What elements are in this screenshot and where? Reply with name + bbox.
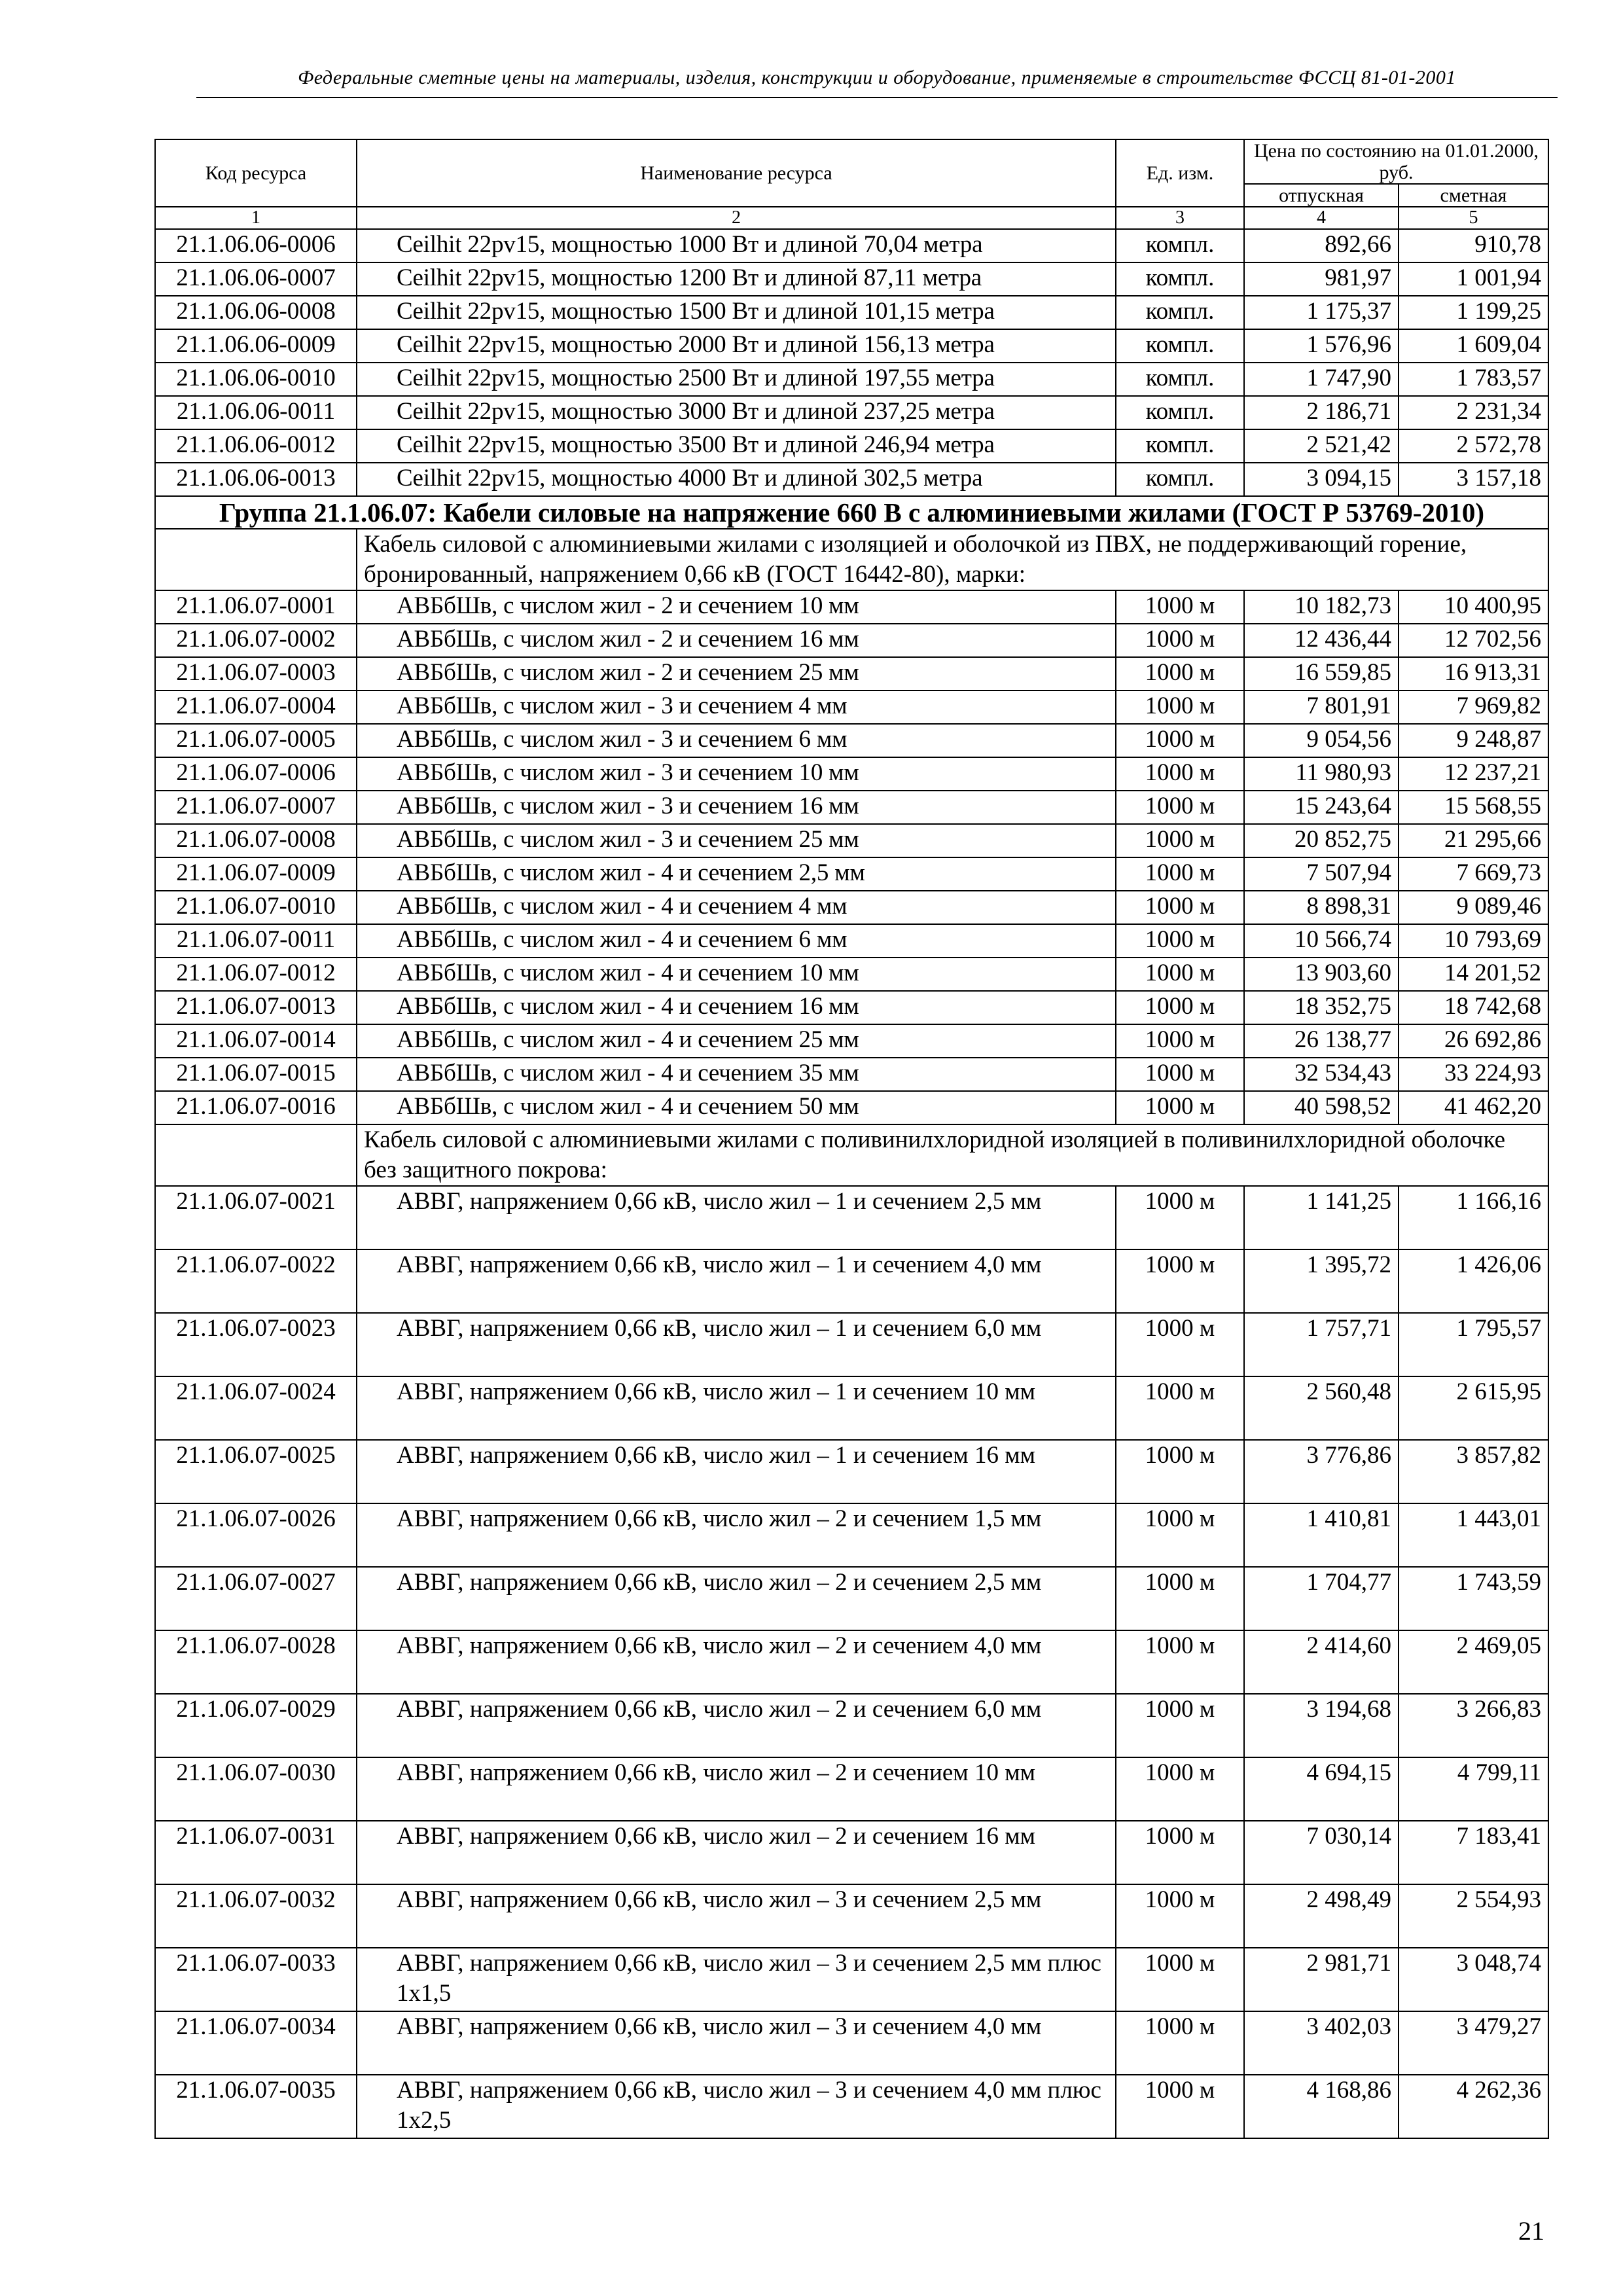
resource-name <box>357 958 1116 991</box>
table-row <box>155 1821 1548 1884</box>
resource-name <box>357 724 1116 757</box>
resource-name <box>357 1694 1116 1757</box>
header-rule <box>196 97 1558 98</box>
resource-code: 21.1.06.06-0009 <box>155 329 357 363</box>
unit: 1000 м <box>1116 691 1244 724</box>
table-row <box>155 891 1548 924</box>
table-row <box>155 1567 1548 1630</box>
resource-name-text: АВБбШв, с числом жил - 2 и сечением 10 мм <box>397 592 859 619</box>
resource-code: 21.1.06.07-0025 <box>155 1440 357 1503</box>
table-row <box>155 657 1548 691</box>
table-row <box>155 1186 1548 1249</box>
resource-code: 21.1.06.06-0006 <box>155 229 357 262</box>
estimate-price: 12 702,56 <box>1399 624 1548 657</box>
resource-code: 21.1.06.07-0003 <box>155 657 357 691</box>
resource-name-text: АВБбШв, с числом жил - 3 и сечением 16 мм <box>397 793 859 819</box>
resource-name <box>357 657 1116 691</box>
resource-name <box>357 624 1116 657</box>
resource-name <box>357 891 1116 924</box>
unit: компл. <box>1116 429 1244 463</box>
resource-code: 21.1.06.06-0007 <box>155 262 357 296</box>
estimate-price: 3 048,74 <box>1399 1948 1548 2011</box>
release-price: 2 414,60 <box>1244 1630 1399 1694</box>
table-row <box>155 791 1548 824</box>
group-section <box>155 496 1548 590</box>
resource-name <box>357 1567 1116 1630</box>
estimate-price: 2 469,05 <box>1399 1630 1548 1694</box>
unit: 1000 м <box>1116 1058 1244 1091</box>
resource-name <box>357 824 1116 857</box>
unit: 1000 м <box>1116 624 1244 657</box>
unit: компл. <box>1116 296 1244 329</box>
resource-name-text: АВВГ, напряжением 0,66 кВ, число жил – 2 и сечением 4,0 мм <box>397 1632 1042 1659</box>
price-table <box>154 139 1549 2139</box>
table-row <box>155 958 1548 991</box>
resource-name-text: АВБбШв, с числом жил - 2 и сечением 16 мм <box>397 626 859 653</box>
estimate-price: 7 969,82 <box>1399 691 1548 724</box>
resource-name <box>357 1503 1116 1567</box>
resource-name: Ceilhit 22pv15, мощностью 2000 Вт и длиной 156,13 метра <box>357 329 1116 363</box>
release-price: 1 576,96 <box>1244 329 1399 363</box>
release-price: 15 243,64 <box>1244 791 1399 824</box>
table-row <box>155 1313 1548 1376</box>
resource-name <box>357 2075 1116 2138</box>
unit: 1000 м <box>1116 1821 1244 1884</box>
unit: 1000 м <box>1116 1948 1244 2011</box>
estimate-price: 9 248,87 <box>1399 724 1548 757</box>
table-row <box>155 463 1548 496</box>
resource-name-text: АВВГ, напряжением 0,66 кВ, число жил – 3 и сечением 4,0 мм <box>397 2013 1042 2040</box>
release-price: 13 903,60 <box>1244 958 1399 991</box>
unit: 1000 м <box>1116 891 1244 924</box>
resource-name-text: АВБбШв, с числом жил - 2 и сечением 25 мм <box>397 659 859 686</box>
table-row <box>155 1884 1548 1948</box>
resource-name <box>357 1757 1116 1821</box>
resource-name <box>357 1884 1116 1948</box>
resource-name-text: АВБбШв, с числом жил - 3 и сечением 10 мм <box>397 759 859 786</box>
resource-code: 21.1.06.07-0004 <box>155 691 357 724</box>
header-estimate-price: сметная <box>1399 184 1548 207</box>
resource-name-text: АВВГ, напряжением 0,66 кВ, число жил – 2 и сечением 16 мм <box>397 1823 1036 1850</box>
estimate-price: 1 609,04 <box>1399 329 1548 363</box>
resource-name <box>357 1024 1116 1058</box>
header-code: Код ресурса <box>155 139 357 207</box>
resource-name <box>357 1249 1116 1313</box>
unit: компл. <box>1116 229 1244 262</box>
unit: компл. <box>1116 363 1244 396</box>
release-price: 18 352,75 <box>1244 991 1399 1024</box>
table-row <box>155 1757 1548 1821</box>
resource-name: Ceilhit 22pv15, мощностью 3500 Вт и длиной 246,94 метра <box>357 429 1116 463</box>
table-body-ceilhit <box>155 229 1548 496</box>
estimate-price: 1 443,01 <box>1399 1503 1548 1567</box>
resource-code: 21.1.06.07-0035 <box>155 2075 357 2138</box>
resource-code: 21.1.06.07-0011 <box>155 924 357 958</box>
column-number: 3 <box>1116 207 1244 229</box>
resource-name <box>357 1948 1116 2011</box>
release-price: 40 598,52 <box>1244 1091 1399 1124</box>
release-price: 26 138,77 <box>1244 1024 1399 1058</box>
unit: 1000 м <box>1116 791 1244 824</box>
estimate-price: 1 795,57 <box>1399 1313 1548 1376</box>
release-price: 1 747,90 <box>1244 363 1399 396</box>
table-row <box>155 624 1548 657</box>
unit: 1000 м <box>1116 2075 1244 2138</box>
unit: компл. <box>1116 396 1244 429</box>
resource-name-text: АВБбШв, с числом жил - 4 и сечением 35 мм <box>397 1060 859 1086</box>
unit: 1000 м <box>1116 657 1244 691</box>
estimate-price: 3 266,83 <box>1399 1694 1548 1757</box>
estimate-price: 9 089,46 <box>1399 891 1548 924</box>
running-head: Федеральные сметные цены на материалы, изделия, конструкции и оборудование, применяемые в строительстве ФССЦ 81-01-2001 <box>298 67 1456 88</box>
release-price: 2 981,71 <box>1244 1948 1399 2011</box>
release-price: 7 030,14 <box>1244 1821 1399 1884</box>
resource-name: Ceilhit 22pv15, мощностью 2500 Вт и длиной 197,55 метра <box>357 363 1116 396</box>
resource-code: 21.1.06.07-0031 <box>155 1821 357 1884</box>
column-number: 1 <box>155 207 357 229</box>
resource-name-text: АВБбШв, с числом жил - 4 и сечением 50 мм <box>397 1093 859 1120</box>
resource-name: Ceilhit 22pv15, мощностью 1000 Вт и длиной 70,04 метра <box>357 229 1116 262</box>
resource-name <box>357 1313 1116 1376</box>
resource-name: Ceilhit 22pv15, мощностью 3000 Вт и длиной 237,25 метра <box>357 396 1116 429</box>
unit: 1000 м <box>1116 1091 1244 1124</box>
estimate-price: 2 231,34 <box>1399 396 1548 429</box>
release-price: 892,66 <box>1244 229 1399 262</box>
table-row <box>155 329 1548 363</box>
resource-name-text: АВВГ, напряжением 0,66 кВ, число жил – 1 и сечением 6,0 мм <box>397 1315 1042 1342</box>
release-price: 1 395,72 <box>1244 1249 1399 1313</box>
table-row <box>155 857 1548 891</box>
estimate-price: 4 262,36 <box>1399 2075 1548 2138</box>
resource-name: Ceilhit 22pv15, мощностью 1500 Вт и длиной 101,15 метра <box>357 296 1116 329</box>
release-price: 9 054,56 <box>1244 724 1399 757</box>
resource-name-text: АВБбШв, с числом жил - 4 и сечением 10 мм <box>397 960 859 986</box>
estimate-price: 33 224,93 <box>1399 1058 1548 1091</box>
unit: 1000 м <box>1116 1757 1244 1821</box>
resource-code: 21.1.06.07-0029 <box>155 1694 357 1757</box>
table-row <box>155 1091 1548 1124</box>
estimate-price: 1 743,59 <box>1399 1567 1548 1630</box>
release-price: 1 757,71 <box>1244 1313 1399 1376</box>
resource-code: 21.1.06.07-0012 <box>155 958 357 991</box>
column-number: 2 <box>357 207 1116 229</box>
resource-name-text: АВБбШв, с числом жил - 4 и сечением 6 мм <box>397 926 847 953</box>
estimate-price: 1 783,57 <box>1399 363 1548 396</box>
resource-name-text: АВВГ, напряжением 0,66 кВ, число жил – 3 и сечением 4,0 мм <box>397 2077 1042 2104</box>
resource-name-text: АВВГ, напряжением 0,66 кВ, число жил – 1 и сечением 2,5 мм <box>397 1188 1042 1215</box>
unit: 1000 м <box>1116 924 1244 958</box>
resource-name <box>357 1058 1116 1091</box>
subsection <box>155 1124 1548 1186</box>
estimate-price: 1 426,06 <box>1399 1249 1548 1313</box>
resource-code: 21.1.06.07-0009 <box>155 857 357 891</box>
table-row <box>155 363 1548 396</box>
unit: компл. <box>1116 262 1244 296</box>
release-price: 10 182,73 <box>1244 590 1399 624</box>
table-row <box>155 1694 1548 1757</box>
column-number: 4 <box>1244 207 1399 229</box>
resource-name <box>357 924 1116 958</box>
release-price: 1 410,81 <box>1244 1503 1399 1567</box>
estimate-price: 2 554,93 <box>1399 1884 1548 1948</box>
unit: 1000 м <box>1116 1186 1244 1249</box>
resource-name: Ceilhit 22pv15, мощностью 1200 Вт и длиной 87,11 метра <box>357 262 1116 296</box>
unit: 1000 м <box>1116 1024 1244 1058</box>
resource-name <box>357 991 1116 1024</box>
release-price: 2 521,42 <box>1244 429 1399 463</box>
unit: 1000 м <box>1116 824 1244 857</box>
table-row <box>155 229 1548 262</box>
estimate-price: 10 400,95 <box>1399 590 1548 624</box>
resource-code: 21.1.06.07-0016 <box>155 1091 357 1124</box>
unit: 1000 м <box>1116 2011 1244 2075</box>
unit: 1000 м <box>1116 757 1244 791</box>
release-price: 2 498,49 <box>1244 1884 1399 1948</box>
resource-code: 21.1.06.07-0027 <box>155 1567 357 1630</box>
resource-name-suffix: плюс 1х2,5 <box>397 2077 1101 2134</box>
resource-name-text: АВВГ, напряжением 0,66 кВ, число жил – 2 и сечением 10 мм <box>397 1759 1036 1786</box>
table-row <box>155 724 1548 757</box>
resource-code: 21.1.06.07-0028 <box>155 1630 357 1694</box>
resource-name-text: АВВГ, напряжением 0,66 кВ, число жил – 1 и сечением 10 мм <box>397 1378 1036 1405</box>
unit: 1000 м <box>1116 1503 1244 1567</box>
resource-name <box>357 1091 1116 1124</box>
release-price: 1 175,37 <box>1244 296 1399 329</box>
estimate-price: 3 857,82 <box>1399 1440 1548 1503</box>
column-number: 5 <box>1399 207 1548 229</box>
release-price: 11 980,93 <box>1244 757 1399 791</box>
table-body-avvg <box>155 1186 1548 2138</box>
resource-name-text: АВБбШв, с числом жил - 3 и сечением 6 мм <box>397 726 847 753</box>
estimate-price: 2 572,78 <box>1399 429 1548 463</box>
group-title: Группа 21.1.06.07: Кабели силовые на напряжение 660 В с алюминиевыми жилами (ГОСТ Р 53769-2010) <box>155 496 1548 529</box>
table-row <box>155 296 1548 329</box>
resource-code: 21.1.06.07-0001 <box>155 590 357 624</box>
resource-name-text: АВВГ, напряжением 0,66 кВ, число жил – 3 и сечением 2,5 мм <box>397 1950 1042 1977</box>
table-row <box>155 824 1548 857</box>
table-row <box>155 590 1548 624</box>
estimate-price: 7 669,73 <box>1399 857 1548 891</box>
table-row <box>155 1024 1548 1058</box>
unit: 1000 м <box>1116 1694 1244 1757</box>
resource-name <box>357 2011 1116 2075</box>
empty-cell <box>155 1124 357 1186</box>
table-row <box>155 1440 1548 1503</box>
resource-name-text: АВБбШв, с числом жил - 3 и сечением 25 мм <box>397 826 859 853</box>
resource-code: 21.1.06.07-0013 <box>155 991 357 1024</box>
release-price: 3 094,15 <box>1244 463 1399 496</box>
table-row <box>155 1948 1548 2011</box>
resource-code: 21.1.06.07-0032 <box>155 1884 357 1948</box>
release-price: 8 898,31 <box>1244 891 1399 924</box>
table-row <box>155 2075 1548 2138</box>
release-price: 3 194,68 <box>1244 1694 1399 1757</box>
table-row <box>155 1376 1548 1440</box>
release-price: 3 776,86 <box>1244 1440 1399 1503</box>
estimate-price: 1 001,94 <box>1399 262 1548 296</box>
page-number: 21 <box>1518 2216 1544 2246</box>
unit: 1000 м <box>1116 1376 1244 1440</box>
estimate-price: 15 568,55 <box>1399 791 1548 824</box>
estimate-price: 12 237,21 <box>1399 757 1548 791</box>
resource-name <box>357 1821 1116 1884</box>
resource-code: 21.1.06.07-0033 <box>155 1948 357 2011</box>
table-row <box>155 1503 1548 1567</box>
unit: 1000 м <box>1116 1440 1244 1503</box>
release-price: 981,97 <box>1244 262 1399 296</box>
table-row <box>155 1249 1548 1313</box>
resource-code: 21.1.06.07-0024 <box>155 1376 357 1440</box>
resource-name-text: АВБбШв, с числом жил - 3 и сечением 4 мм <box>397 692 847 719</box>
resource-name-text: АВБбШв, с числом жил - 4 и сечением 4 мм <box>397 893 847 920</box>
resource-name <box>357 590 1116 624</box>
resource-name <box>357 1186 1116 1249</box>
resource-code: 21.1.06.07-0030 <box>155 1757 357 1821</box>
unit: компл. <box>1116 329 1244 363</box>
resource-code: 21.1.06.07-0021 <box>155 1186 357 1249</box>
resource-code: 21.1.06.07-0006 <box>155 757 357 791</box>
unit: компл. <box>1116 463 1244 496</box>
resource-name-text: АВВГ, напряжением 0,66 кВ, число жил – 1 и сечением 16 мм <box>397 1442 1036 1469</box>
estimate-price: 1 199,25 <box>1399 296 1548 329</box>
resource-code: 21.1.06.07-0022 <box>155 1249 357 1313</box>
release-price: 12 436,44 <box>1244 624 1399 657</box>
unit: 1000 м <box>1116 991 1244 1024</box>
resource-code: 21.1.06.06-0008 <box>155 296 357 329</box>
resource-code: 21.1.06.07-0008 <box>155 824 357 857</box>
table-row <box>155 757 1548 791</box>
estimate-price: 910,78 <box>1399 229 1548 262</box>
table-row <box>155 1058 1548 1091</box>
resource-name-text: АВВГ, напряжением 0,66 кВ, число жил – 2 и сечением 1,5 мм <box>397 1505 1042 1532</box>
resource-code: 21.1.06.06-0012 <box>155 429 357 463</box>
resource-name <box>357 691 1116 724</box>
table-row <box>155 691 1548 724</box>
resource-code: 21.1.06.07-0010 <box>155 891 357 924</box>
resource-name-text: АВБбШв, с числом жил - 4 и сечением 2,5 мм <box>397 859 865 886</box>
resource-name-text: АВВГ, напряжением 0,66 кВ, число жил – 2 и сечением 6,0 мм <box>397 1696 1042 1723</box>
resource-name <box>357 1376 1116 1440</box>
estimate-price: 7 183,41 <box>1399 1821 1548 1884</box>
resource-name <box>357 757 1116 791</box>
estimate-price: 3 157,18 <box>1399 463 1548 496</box>
resource-name <box>357 857 1116 891</box>
resource-code: 21.1.06.07-0014 <box>155 1024 357 1058</box>
estimate-price: 26 692,86 <box>1399 1024 1548 1058</box>
resource-code: 21.1.06.06-0010 <box>155 363 357 396</box>
header-unit: Ед. изм. <box>1116 139 1244 207</box>
estimate-price: 3 479,27 <box>1399 2011 1548 2075</box>
resource-code: 21.1.06.07-0015 <box>155 1058 357 1091</box>
resource-name-text: АВВГ, напряжением 0,66 кВ, число жил – 2 и сечением 2,5 мм <box>397 1569 1042 1596</box>
resource-name-text: АВВГ, напряжением 0,66 кВ, число жил – 1 и сечением 4,0 мм <box>397 1251 1042 1278</box>
estimate-price: 16 913,31 <box>1399 657 1548 691</box>
unit: 1000 м <box>1116 1884 1244 1948</box>
resource-name-text: АВБбШв, с числом жил - 4 и сечением 25 мм <box>397 1026 859 1053</box>
unit: 1000 м <box>1116 958 1244 991</box>
estimate-price: 10 793,69 <box>1399 924 1548 958</box>
release-price: 2 560,48 <box>1244 1376 1399 1440</box>
resource-name <box>357 1630 1116 1694</box>
unit: 1000 м <box>1116 1313 1244 1376</box>
unit: 1000 м <box>1116 1630 1244 1694</box>
resource-code: 21.1.06.06-0013 <box>155 463 357 496</box>
release-price: 7 801,91 <box>1244 691 1399 724</box>
unit: 1000 м <box>1116 590 1244 624</box>
estimate-price: 14 201,52 <box>1399 958 1548 991</box>
unit: 1000 м <box>1116 857 1244 891</box>
table-row <box>155 396 1548 429</box>
header-name: Наименование ресурса <box>357 139 1116 207</box>
release-price: 7 507,94 <box>1244 857 1399 891</box>
release-price: 4 694,15 <box>1244 1757 1399 1821</box>
section-description: Кабель силовой с алюминиевыми жилами с поливинилхлоридной изоляцией в поливинилхлоридной оболочке без защитного покрова: <box>357 1124 1548 1186</box>
unit: 1000 м <box>1116 1567 1244 1630</box>
estimate-price: 2 615,95 <box>1399 1376 1548 1440</box>
release-price: 2 186,71 <box>1244 396 1399 429</box>
section-description: Кабель силовой с алюминиевыми жилами с изоляцией и оболочкой из ПВХ, не поддерживающий горение, бронированный, напряжением 0,66 кВ (ГОСТ 16442-80), марки: <box>357 529 1548 590</box>
estimate-price: 1 166,16 <box>1399 1186 1548 1249</box>
estimate-price: 4 799,11 <box>1399 1757 1548 1821</box>
release-price: 1 141,25 <box>1244 1186 1399 1249</box>
header-price: Цена по состоянию на 01.01.2000, руб. <box>1244 139 1548 184</box>
resource-name: Ceilhit 22pv15, мощностью 4000 Вт и длиной 302,5 метра <box>357 463 1116 496</box>
release-price: 16 559,85 <box>1244 657 1399 691</box>
resource-name-text: АВБбШв, с числом жил - 4 и сечением 16 мм <box>397 993 859 1020</box>
estimate-price: 18 742,68 <box>1399 991 1548 1024</box>
release-price: 3 402,03 <box>1244 2011 1399 2075</box>
release-price: 1 704,77 <box>1244 1567 1399 1630</box>
table-row <box>155 429 1548 463</box>
table-row <box>155 991 1548 1024</box>
unit: 1000 м <box>1116 1249 1244 1313</box>
unit: 1000 м <box>1116 724 1244 757</box>
resource-name <box>357 791 1116 824</box>
table-row <box>155 262 1548 296</box>
release-price: 32 534,43 <box>1244 1058 1399 1091</box>
resource-code: 21.1.06.07-0007 <box>155 791 357 824</box>
resource-name <box>357 1440 1116 1503</box>
resource-name-text: АВВГ, напряжением 0,66 кВ, число жил – 3 и сечением 2,5 мм <box>397 1886 1042 1913</box>
resource-code: 21.1.06.07-0002 <box>155 624 357 657</box>
table-row <box>155 2011 1548 2075</box>
resource-code: 21.1.06.07-0005 <box>155 724 357 757</box>
table-row <box>155 1630 1548 1694</box>
empty-cell <box>155 529 357 590</box>
resource-name-suffix: плюс 1х1,5 <box>397 1950 1101 2007</box>
table-body-avbbshv <box>155 590 1548 1124</box>
table-row <box>155 924 1548 958</box>
resource-code: 21.1.06.06-0011 <box>155 396 357 429</box>
resource-code: 21.1.06.07-0034 <box>155 2011 357 2075</box>
release-price: 10 566,74 <box>1244 924 1399 958</box>
estimate-price: 41 462,20 <box>1399 1091 1548 1124</box>
release-price: 20 852,75 <box>1244 824 1399 857</box>
release-price: 4 168,86 <box>1244 2075 1399 2138</box>
resource-code: 21.1.06.07-0026 <box>155 1503 357 1567</box>
estimate-price: 21 295,66 <box>1399 824 1548 857</box>
header-release-price: отпускная <box>1244 184 1399 207</box>
resource-code: 21.1.06.07-0023 <box>155 1313 357 1376</box>
